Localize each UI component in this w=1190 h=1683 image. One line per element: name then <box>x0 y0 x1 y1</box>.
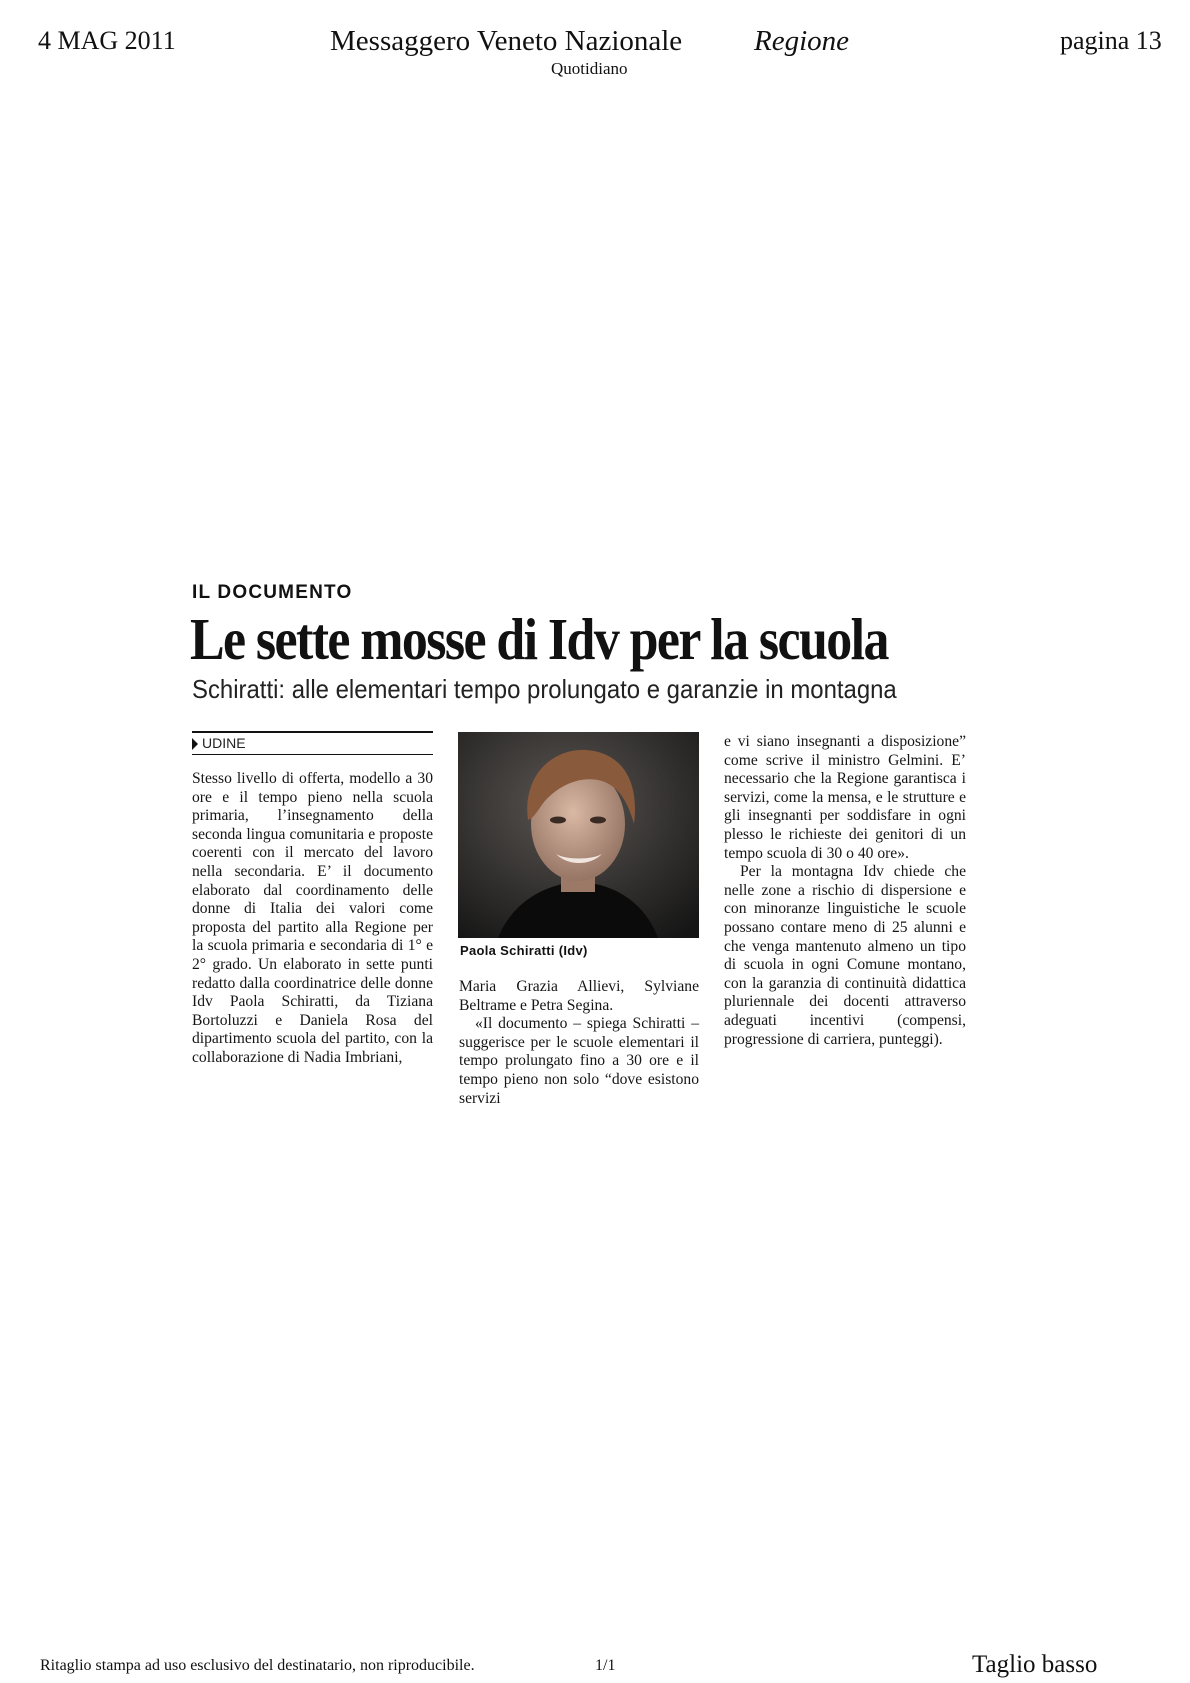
article-headline: Le sette mosse di Idv per la scuola <box>190 606 888 672</box>
dateline-marker-icon <box>192 738 198 750</box>
dateline <box>192 731 433 755</box>
cut-type: Taglio basso <box>972 1651 1098 1678</box>
dateline-text: UDINE <box>202 735 246 751</box>
article-column-1 <box>192 770 433 1068</box>
column-paragraph: Per la montagna Idv chiede che nelle zone a rischio di dispersione e con minoranze linguistiche le scuole possano contare meno di 25 alunni e che venga mantenuto almeno un tipo di scuola in ogni Comune montano, con la garanzia di continuità didattica pluriennale dei docenti attraverso adeguati incentivi (compensi, progressione di carriera, punteggi). <box>724 863 966 1048</box>
column-paragraph: e vi siano insegnanti a disposizione” come scrive il ministro Gelmini. E’ necessario che la Regione garantisca i servizi, come la mensa, e le strutture e gli insegnanti per soddisfare in ogni plesso le richieste dei genitori di un tempo scuola di 30 o 40 ore». <box>724 733 966 862</box>
issue-date: 4 MAG 2011 <box>38 26 176 55</box>
page-number: pagina 13 <box>1060 26 1162 55</box>
column-paragraph: Maria Grazia Allievi, Sylviane Beltrame e Petra Segina. <box>459 978 699 1014</box>
publication-type: Quotidiano <box>551 59 628 78</box>
article-column-3 <box>724 733 966 1049</box>
article-kicker: IL DOCUMENTO <box>192 582 353 603</box>
newspaper-name: Messaggero Veneto Nazionale <box>330 25 683 57</box>
column-paragraph: «Il documento – spiega Schiratti – suggerisce per le scuole elementari il tempo prolungato fino a 30 ore e il tempo pieno non solo “dove esistono servizi <box>459 1015 699 1107</box>
reproduction-notice: Ritaglio stampa ad uso esclusivo del destinatario, non riproducibile. <box>40 1657 475 1674</box>
article-photo <box>458 732 699 938</box>
column-paragraph: Stesso livello di offerta, modello a 30 ore e il tempo pieno nella scuola primaria, l’insegnamento della seconda lingua comunitaria e proposte coerenti con il mercato del lavoro nella secondaria. E’ il documento elaborato dal coordinamento delle donne di Italia dei valori come proposta del partito alla Regione per la scuola primaria e secondaria di 1° e 2° grado. Un elaborato in sette punti redatto dalla coordinatrice delle donne Idv Paola Schiratti, da Tiziana Bortoluzzi e Daniela Rosa del dipartimento scuola del partito, con la collaborazione di Nadia Imbriani, <box>192 770 433 1066</box>
article-subheadline: Schiratti: alle elementari tempo prolungato e garanzie in montagna <box>192 674 897 704</box>
article-column-2 <box>459 978 699 1108</box>
section-name: Regione <box>754 25 850 57</box>
photo-caption: Paola Schiratti (Idv) <box>460 943 588 958</box>
portrait-image <box>458 732 699 938</box>
page-count: 1/1 <box>595 1657 616 1674</box>
